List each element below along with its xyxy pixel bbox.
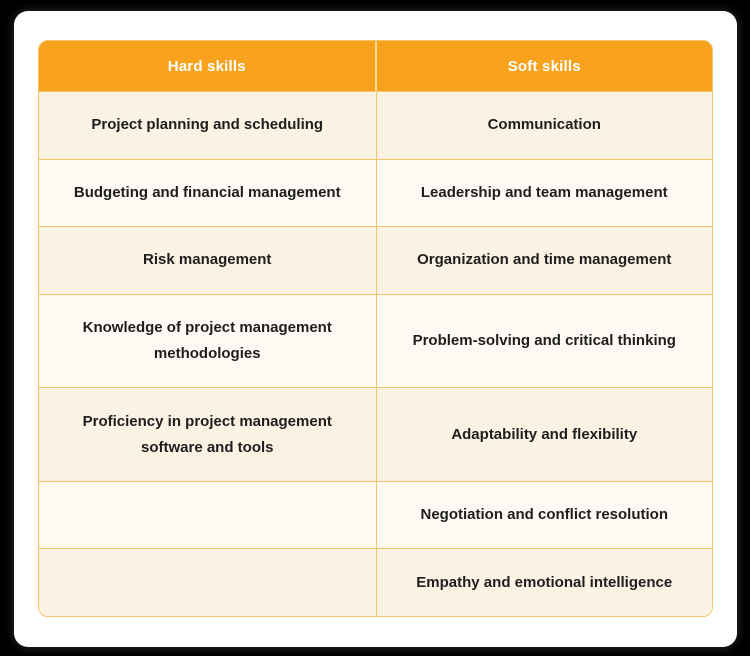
cell-hard-skill: Project planning and scheduling	[91, 116, 324, 134]
cell-soft-skill: Problem-solving and critical thinking	[376, 295, 713, 388]
table-row	[39, 548, 712, 616]
cell-hard-skill: Budgeting and financial management	[73, 183, 341, 201]
skills-comparison-table	[38, 40, 713, 617]
table-row	[39, 91, 712, 159]
header-hard-skills: Hard skills	[167, 57, 246, 75]
table-row	[39, 294, 712, 388]
header-soft-skills: Soft skills	[375, 41, 713, 91]
cell-soft-skill: Organization and time management	[376, 227, 713, 294]
cell-hard-skill	[39, 482, 376, 549]
table-row	[39, 226, 712, 294]
cell-soft-skill: Empathy and emotional intelligence	[376, 549, 713, 616]
cell-soft-skill: Adaptability and flexibility	[376, 388, 713, 481]
cell-hard-skill: Risk management	[143, 251, 272, 269]
cell-soft-skill: Leadership and team management	[376, 160, 713, 227]
cell-hard-skill	[39, 549, 376, 616]
cell-hard-skill: Knowledge of project management methodologies	[82, 319, 332, 363]
table-card	[14, 11, 737, 647]
cell-soft-skill: Communication	[376, 92, 713, 159]
cell-hard-skill: Proficiency in project management software and tools	[82, 412, 332, 456]
cell-soft-skill: Negotiation and conflict resolution	[376, 482, 713, 549]
table-row	[39, 159, 712, 227]
table-row	[39, 387, 712, 481]
table-row	[39, 481, 712, 549]
table-header-row	[39, 41, 712, 91]
